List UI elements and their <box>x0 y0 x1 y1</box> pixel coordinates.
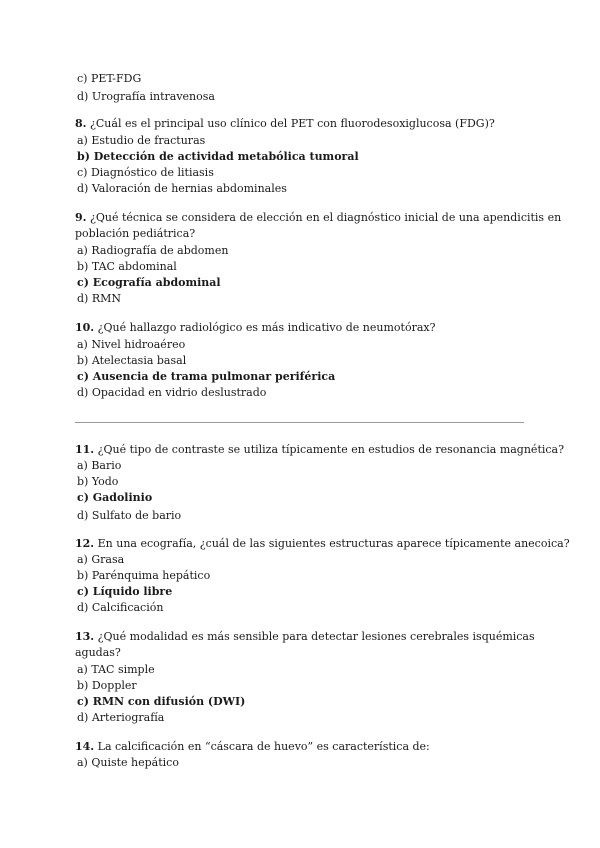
question-text: ¿Cuál es el principal uso clínico del PET con fluorodesoxiglucosa (FDG)? <box>89 117 495 130</box>
question-number: 10. <box>75 321 95 334</box>
option-line: a) Quiste hepático <box>77 756 179 769</box>
option-line: a) Radiografía de abdomen <box>77 244 229 257</box>
question-text: En una ecografía, ¿cuál de las siguientes estructuras aparece típicamente anecoica? <box>97 537 570 550</box>
question-number: 8. <box>75 117 87 130</box>
question-14 <box>75 740 430 754</box>
question-text: ¿Qué técnica se considera de elección en el diagnóstico inicial de una apendicitis en <box>89 211 562 224</box>
question-number: 12. <box>75 537 95 550</box>
question-number: 13. <box>75 630 95 643</box>
section-divider <box>75 422 524 423</box>
question-number: 14. <box>75 740 95 753</box>
option-line: a) Bario <box>77 459 122 472</box>
question-text: La calcificación en “cáscara de huevo” es característica de: <box>97 740 430 753</box>
question-text-continued: agudas? <box>75 646 121 659</box>
option-line: d) Sulfato de bario <box>77 509 182 522</box>
option-line: a) TAC simple <box>77 663 155 676</box>
question-number: 9. <box>75 211 87 224</box>
option-line: d) Valoración de hernias abdominales <box>77 182 287 195</box>
option-line-correct: c) Ausencia de trama pulmonar periférica <box>77 370 336 383</box>
option-line-correct: c) Gadolinio <box>77 491 153 504</box>
option-line-correct: c) Ecografía abdominal <box>77 276 221 289</box>
question-13 <box>75 630 535 644</box>
question-text: ¿Qué tipo de contraste se utiliza típicamente en estudios de resonancia magnética? <box>97 443 564 456</box>
option-line: a) Nivel hidroaéreo <box>77 338 186 351</box>
option-line: a) Estudio de fracturas <box>77 134 206 147</box>
question-12 <box>75 537 570 551</box>
option-line-correct: b) Detección de actividad metabólica tumoral <box>77 150 359 163</box>
question-number: 11. <box>75 443 95 456</box>
question-10 <box>75 321 436 335</box>
option-line: d) Arteriografía <box>77 711 165 724</box>
option-line: b) Yodo <box>77 475 119 488</box>
question-11 <box>75 443 564 457</box>
option-line: d) Urografía intravenosa <box>77 90 215 103</box>
option-line: d) Opacidad en vidrio deslustrado <box>77 386 267 399</box>
option-line-correct: c) RMN con difusión (DWI) <box>77 695 246 708</box>
option-line: d) Calcificación <box>77 601 164 614</box>
question-text-continued: población pediátrica? <box>75 227 196 240</box>
question-9 <box>75 211 561 225</box>
option-line: b) TAC abdominal <box>77 260 177 273</box>
option-line: b) Doppler <box>77 679 137 692</box>
option-line: d) RMN <box>77 292 121 305</box>
question-text: ¿Qué hallazgo radiológico es más indicativo de neumotórax? <box>97 321 436 334</box>
option-line: b) Parénquima hepático <box>77 569 211 582</box>
option-line: b) Atelectasia basal <box>77 354 187 367</box>
question-8 <box>75 117 495 131</box>
option-line: c) PET-FDG <box>77 72 142 85</box>
option-line-correct: c) Líquido libre <box>77 585 173 598</box>
option-line: c) Diagnóstico de litiasis <box>77 166 214 179</box>
question-text: ¿Qué modalidad es más sensible para detectar lesiones cerebrales isquémicas <box>97 630 535 643</box>
option-line: a) Grasa <box>77 553 125 566</box>
